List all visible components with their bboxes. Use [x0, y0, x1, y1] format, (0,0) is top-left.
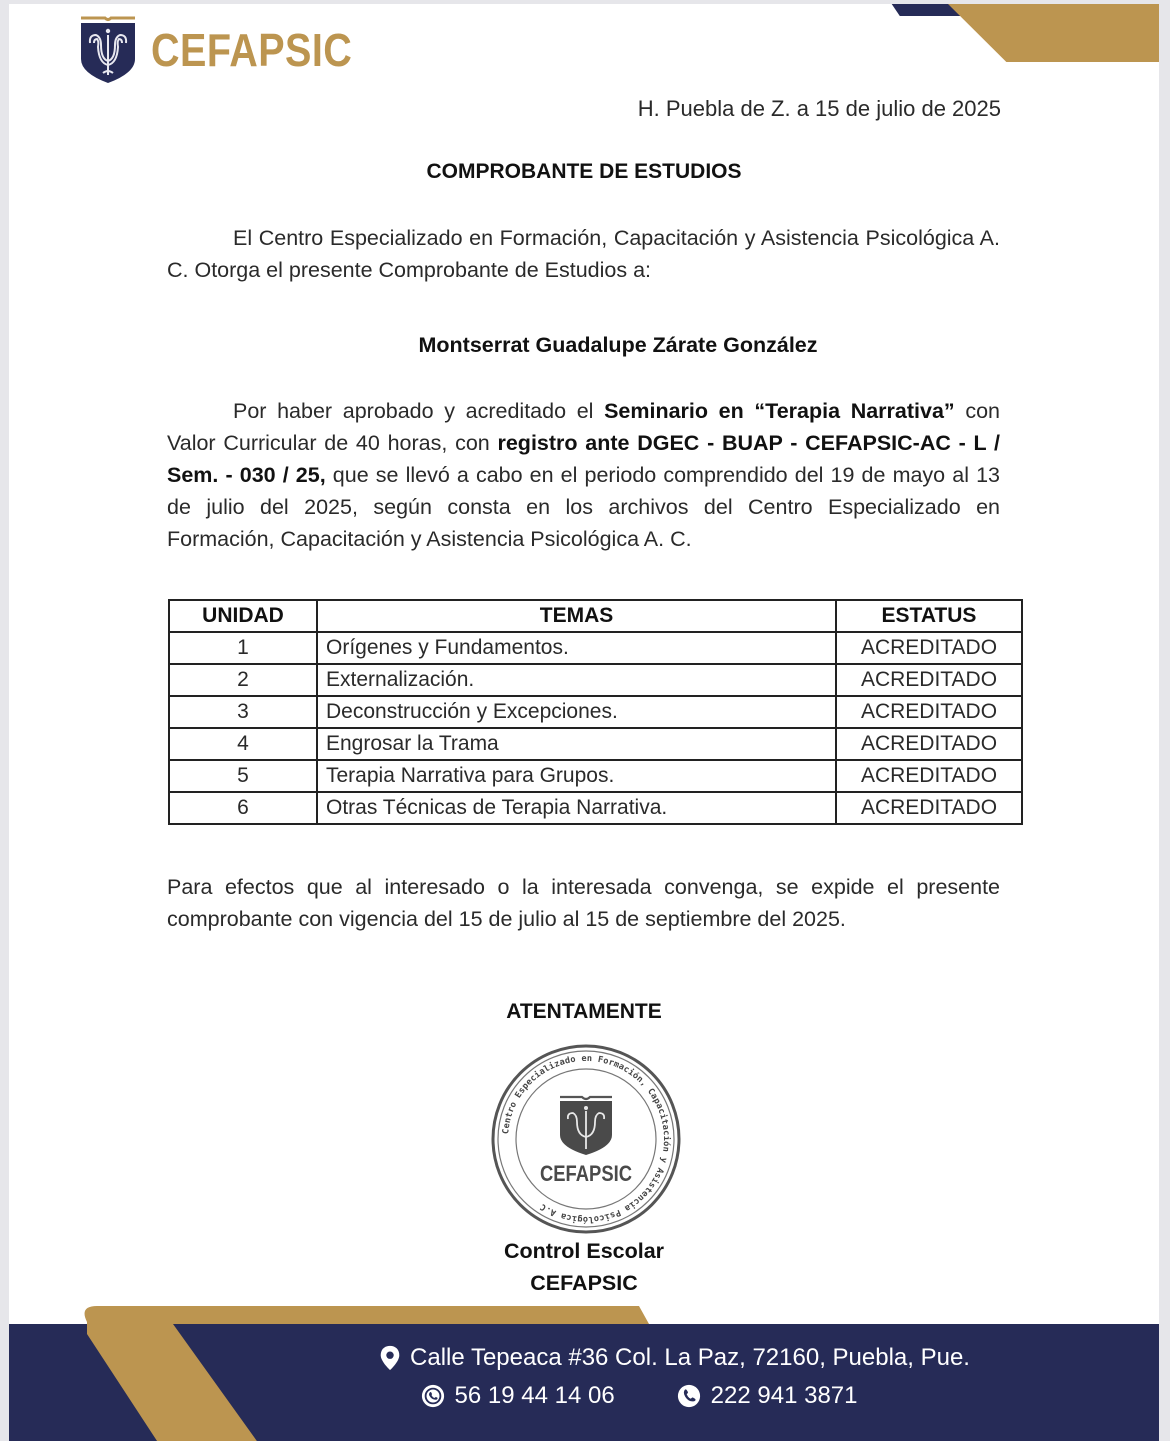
table-header-row	[169, 600, 1022, 632]
phone-icon	[677, 1383, 701, 1409]
document-title: COMPROBANTE DE ESTUDIOS	[426, 160, 742, 183]
svg-text:Centro Especializado en Formac: Centro Especializado en Formación, Capacitación y Asistencia Psicológica A.C	[501, 1053, 672, 1225]
unit-number: 2	[169, 664, 317, 696]
signature-org: CEFAPSIC	[530, 1271, 638, 1295]
body-text-1: Por haber aprobado y acreditado el	[233, 399, 605, 423]
body-text-2: con Valor Curricular de 40 horas, con	[167, 399, 1000, 455]
validity-paragraph: Para efectos que al interesado o la interesada convenga, se expide el presente comprobante con vigencia del 15 de julio al 15 de septiembre del 2025.	[167, 875, 1000, 931]
signature-department: Control Escolar	[503, 1239, 665, 1263]
intro-text: El Centro Especializado en Formación, Capacitación y Asistencia Psicológica A. C. Otorga el presente Comprobante de Estudios a:	[167, 226, 1000, 282]
footer-contact	[9, 1344, 1159, 1410]
phone-line	[119, 1382, 1159, 1410]
shield-logo-icon	[79, 15, 137, 85]
unit-number: 6	[169, 792, 317, 824]
org-logo	[79, 15, 385, 85]
address-line	[189, 1344, 1159, 1372]
table-row	[169, 792, 1022, 824]
student-name: Montserrat Guadalupe Zárate González	[418, 333, 818, 357]
table-row	[169, 760, 1022, 792]
unit-number: 3	[169, 696, 317, 728]
header-temas: TEMAS	[317, 600, 836, 632]
units-table	[168, 599, 1023, 825]
table-row	[169, 728, 1022, 760]
table-row	[169, 664, 1022, 696]
whatsapp-contact	[421, 1382, 615, 1410]
unit-status: ACREDITADO	[836, 632, 1022, 664]
unit-number: 1	[169, 632, 317, 664]
header-unidad: UNIDAD	[169, 600, 317, 632]
unit-status: ACREDITADO	[836, 664, 1022, 696]
location-pin-icon	[378, 1345, 402, 1371]
unit-status: ACREDITADO	[836, 728, 1022, 760]
body-text-3: que se llevó a cabo en el periodo comprendido del 19 de mayo al 13 de julio del 2025, según consta en los archivos del Centro Especializado en Formación, Capacitación y Asistencia Psicológica A. C.	[167, 463, 1000, 551]
official-seal-icon	[490, 1043, 682, 1235]
closing-text: ATENTAMENTE	[506, 1000, 662, 1023]
whatsapp-number: 56 19 44 14 06	[454, 1382, 615, 1409]
phone-contact	[677, 1382, 858, 1410]
unit-topic: Externalización.	[317, 664, 836, 696]
unit-status: ACREDITADO	[836, 696, 1022, 728]
header-gold-band	[944, 4, 1159, 62]
unit-topic: Otras Técnicas de Terapia Narrativa.	[317, 792, 836, 824]
intro-paragraph	[167, 222, 1000, 286]
unit-topic: Engrosar la Trama	[317, 728, 836, 760]
unit-number: 5	[169, 760, 317, 792]
table-row	[169, 696, 1022, 728]
document-page	[9, 4, 1159, 1441]
unit-status: ACREDITADO	[836, 792, 1022, 824]
signature-block	[9, 1235, 1159, 1299]
header-estatus: ESTATUS	[836, 600, 1022, 632]
address-text: Calle Tepeaca #36 Col. La Paz, 72160, Puebla, Pue.	[410, 1344, 970, 1371]
svg-text:CEFAPSIC: CEFAPSIC	[540, 1161, 633, 1186]
phone-number: 222 941 3871	[710, 1382, 858, 1409]
unit-topic: Orígenes y Fundamentos.	[317, 632, 836, 664]
date-line: H. Puebla de Z. a 15 de julio de 2025	[637, 96, 1001, 121]
unit-number: 4	[169, 728, 317, 760]
org-name: CEFAPSIC	[151, 24, 353, 76]
seminar-name: Seminario en “Terapia Narrativa”	[604, 399, 955, 423]
unit-topic: Deconstrucción y Excepciones.	[317, 696, 836, 728]
whatsapp-icon	[421, 1383, 445, 1409]
unit-status: ACREDITADO	[836, 760, 1022, 792]
unit-topic: Terapia Narrativa para Grupos.	[317, 760, 836, 792]
registration-code: registro ante DGEC - BUAP - CEFAPSIC-AC - L / Sem. - 030 / 25,	[167, 431, 1000, 487]
table-row	[169, 632, 1022, 664]
body-paragraph	[167, 395, 1000, 555]
